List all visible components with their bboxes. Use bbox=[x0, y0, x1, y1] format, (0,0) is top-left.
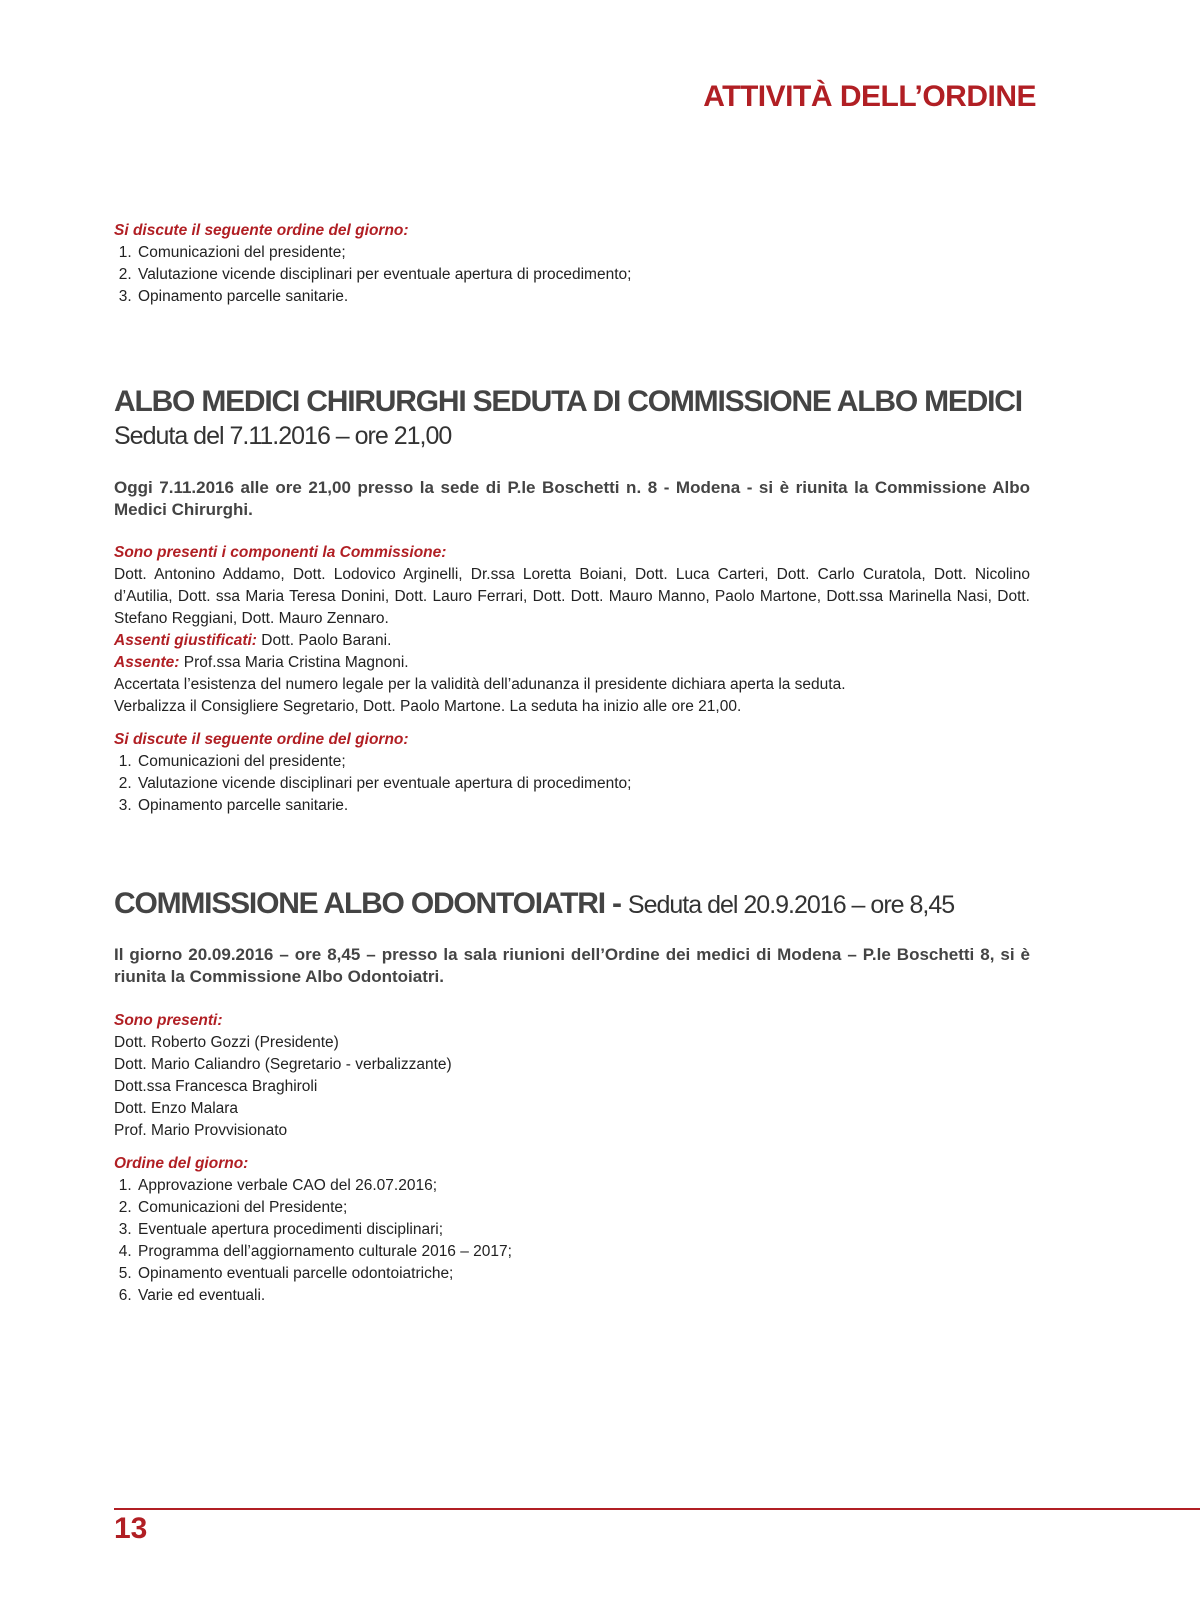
member-line: Dott.ssa Francesca Braghiroli bbox=[114, 1078, 318, 1095]
absent-line bbox=[114, 652, 1030, 674]
section-title-text: COMMISSIONE ALBO ODONTOIATRI - bbox=[114, 887, 628, 920]
member-line: Dott. Mario Caliandro (Segretario - verbalizzante) bbox=[114, 1056, 452, 1073]
legal-number-text: Accertata l’esistenza del numero legale per la validità dell’adunanza il presidente dichiara aperta la seduta. bbox=[114, 676, 846, 693]
odontoiatri-agenda-block bbox=[114, 1153, 1030, 1307]
section-intro: Il giorno 20.09.2016 – ore 8,45 – presso la sala riunioni dell’Ordine dei medici di Modena – P.le Boschetti 8, si è riunita la Commissione Albo Odontoiatri. bbox=[114, 945, 1030, 986]
list-item: 2. Valutazione vicende disciplinari per eventuale apertura di procedimento; bbox=[136, 264, 1030, 286]
section-intro: Oggi 7.11.2016 alle ore 21,00 presso la sede di P.le Boschetti n. 8 - Modena - si è riunita la Commissione Albo Medici Chirurghi. bbox=[114, 478, 1030, 519]
absent-value: Prof.ssa Maria Cristina Magnoni. bbox=[179, 654, 409, 671]
page-number: 13 bbox=[114, 1512, 148, 1545]
member-line: Dott. Roberto Gozzi (Presidente) bbox=[114, 1034, 339, 1051]
footer-divider bbox=[114, 1508, 1200, 1510]
agenda-list bbox=[114, 751, 1030, 817]
list-item: 2. Valutazione vicende disciplinari per eventuale apertura di procedimento; bbox=[136, 773, 1030, 795]
present-label: Sono presenti i componenti la Commissione: bbox=[114, 544, 447, 561]
agenda-label: Si discute il seguente ordine del giorno: bbox=[114, 731, 409, 748]
agenda-list bbox=[114, 1175, 1030, 1307]
present-members: Dott. Antonino Addamo, Dott. Lodovico Arginelli, Dr.ssa Loretta Boiani, Dott. Luca Carteri, Dott. Carlo Curatola, Dott. Nicolino d’Autilia, Dott. ssa Maria Teresa Donini, Dott. Lauro Ferrari, Dott. Dott. Mauro Manno, Paolo Martone, Dott.ssa Marinella Nasi, Dott. Stefano Reggiani, Dott. Mauro Zennaro. bbox=[114, 566, 1030, 627]
present-label: Sono presenti: bbox=[114, 1012, 223, 1029]
medici-details-block bbox=[114, 542, 1030, 718]
odontoiatri-members-block bbox=[114, 1010, 1030, 1142]
list-item: 3. Opinamento parcelle sanitarie. bbox=[136, 286, 1030, 308]
list-item: 2. Comunicazioni del Presidente; bbox=[136, 1197, 1030, 1219]
absent-label: Assente: bbox=[114, 654, 180, 671]
agenda-label: Ordine del giorno: bbox=[114, 1155, 249, 1172]
header-title: ATTIVITÀ DELL’ORDINE bbox=[703, 80, 1036, 113]
section-title bbox=[114, 886, 1030, 923]
list-item: 4. Programma dell’aggiornamento culturale 2016 – 2017; bbox=[136, 1241, 1030, 1263]
medici-section bbox=[114, 384, 1030, 452]
section-subtitle: Seduta del 20.9.2016 – ore 8,45 bbox=[627, 891, 955, 919]
top-agenda-block bbox=[114, 220, 1030, 308]
list-item: 1. Comunicazioni del presidente; bbox=[136, 751, 1030, 773]
list-item: 3. Eventuale apertura procedimenti disciplinari; bbox=[136, 1219, 1030, 1241]
medici-intro-block bbox=[114, 477, 1030, 521]
member-line: Dott. Enzo Malara bbox=[114, 1100, 239, 1117]
list-item: 5. Opinamento eventuali parcelle odontoiatriche; bbox=[136, 1263, 1030, 1285]
member-line: Prof. Mario Provvisionato bbox=[114, 1122, 288, 1139]
list-item: 1. Approvazione verbale CAO del 26.07.2016; bbox=[136, 1175, 1030, 1197]
absent-justified-label: Assenti giustificati: bbox=[114, 632, 257, 649]
section-subtitle: Seduta del 7.11.2016 – ore 21,00 bbox=[114, 422, 452, 450]
odontoiatri-section bbox=[114, 886, 1030, 923]
medici-agenda-block bbox=[114, 729, 1030, 817]
section-title: ALBO MEDICI CHIRURGHI SEDUTA DI COMMISSIONE ALBO MEDICI bbox=[114, 385, 1022, 418]
absent-justified-value: Dott. Paolo Barani. bbox=[256, 632, 392, 649]
agenda-label: Si discute il seguente ordine del giorno: bbox=[114, 222, 409, 239]
agenda-list bbox=[114, 242, 1030, 308]
list-item: 1. Comunicazioni del presidente; bbox=[136, 242, 1030, 264]
absent-justified-line bbox=[114, 630, 1030, 652]
odontoiatri-intro-block bbox=[114, 944, 1030, 988]
list-item: 6. Varie ed eventuali. bbox=[136, 1285, 1030, 1307]
list-item: 3. Opinamento parcelle sanitarie. bbox=[136, 795, 1030, 817]
minutes-text: Verbalizza il Consigliere Segretario, Dott. Paolo Martone. La seduta ha inizio alle ore 21,00. bbox=[114, 698, 742, 715]
